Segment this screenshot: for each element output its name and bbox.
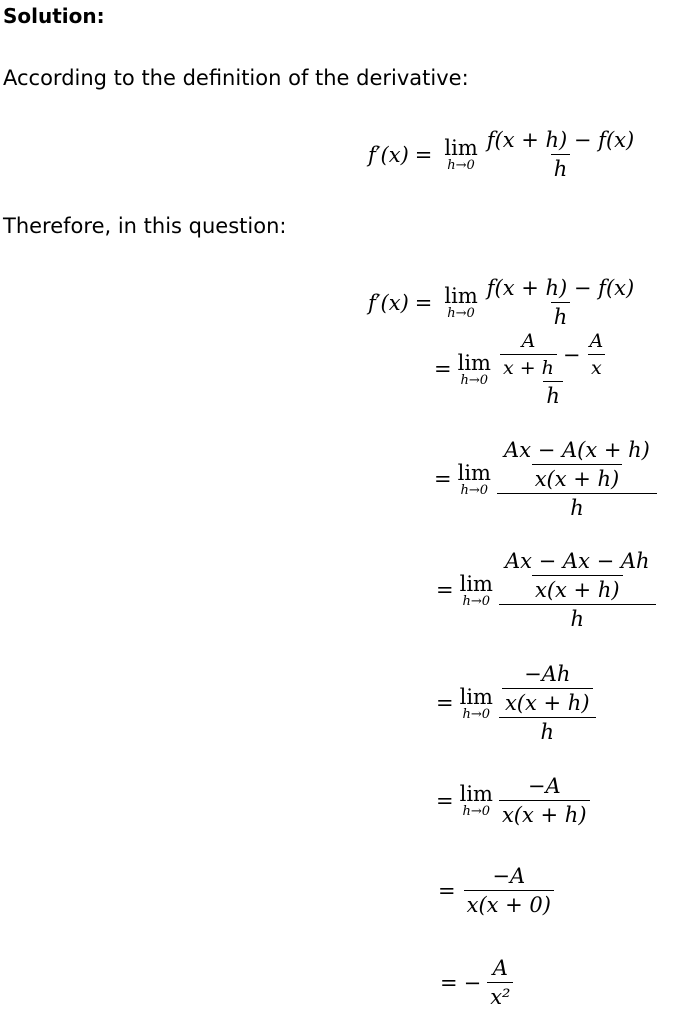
lim-word: lim <box>444 284 478 308</box>
inner-fraction <box>502 662 593 715</box>
outer-fraction <box>499 549 656 631</box>
limit-operator <box>460 782 493 819</box>
outer-fraction <box>499 662 596 744</box>
fraction-denominator: x² <box>487 982 513 1009</box>
step-2-equation <box>434 330 609 408</box>
lim-subscript: h→0 <box>460 482 489 498</box>
fraction-numerator: f(x + h) − f(x) <box>486 276 635 300</box>
inner-fraction <box>502 549 653 602</box>
solution-heading: Solution: <box>3 4 105 28</box>
equals-sign: = <box>436 691 454 715</box>
fraction-numerator: A <box>521 330 536 352</box>
fraction-numerator: Ax − Ax − Ah <box>504 549 650 573</box>
step-4-equation <box>436 549 656 631</box>
difference-quotient <box>484 276 637 329</box>
outer-denominator: h <box>499 717 596 744</box>
lhs-f-prime: f′(x) <box>368 142 409 167</box>
fraction-denominator: x(x + 0) <box>464 890 554 917</box>
lim-subscript: h→0 <box>462 593 491 609</box>
fraction-numerator: A <box>589 330 604 352</box>
fraction-a-over-x-plus-h <box>500 330 557 379</box>
lim-subscript: h→0 <box>447 306 475 321</box>
lim-word: lim <box>457 460 491 485</box>
fraction-denominator: h <box>551 154 571 181</box>
result-fraction <box>499 774 590 827</box>
fraction-numerator: Ax − A(x + h) <box>504 438 650 462</box>
fraction-denominator: x(x + h) <box>532 464 623 491</box>
limit-operator <box>458 461 491 498</box>
lim-word: lim <box>459 571 493 596</box>
equals-sign: = <box>440 970 458 995</box>
equals-sign: = <box>434 357 452 381</box>
fraction-numerator: −Ah <box>524 662 571 686</box>
definition-equation <box>368 128 637 181</box>
outer-numerator <box>497 330 609 381</box>
intro-text: According to the definition of the derivative: <box>3 66 469 90</box>
fraction-numerator: A <box>492 956 508 980</box>
substituted-fraction <box>464 864 554 917</box>
limit-operator <box>460 685 493 722</box>
difference-quotient <box>484 128 637 181</box>
equals-sign: = <box>414 290 433 315</box>
fraction-numerator: −A <box>527 774 561 798</box>
outer-denominator: h <box>497 493 657 520</box>
fraction-denominator: h <box>551 302 571 329</box>
outer-numerator <box>499 662 596 717</box>
lim-subscript: h→0 <box>462 706 491 722</box>
lim-subscript: h→0 <box>460 372 489 388</box>
minus-sign: − <box>562 342 581 367</box>
step-7-equation <box>438 864 554 917</box>
equals-sign: = <box>436 788 454 813</box>
equals-sign: = <box>414 142 433 167</box>
fraction-numerator: f(x + h) − f(x) <box>486 128 635 152</box>
fraction-a-over-x <box>587 330 607 379</box>
inner-fraction <box>501 438 653 491</box>
outer-numerator <box>499 549 656 604</box>
limit-operator <box>444 136 477 173</box>
limit-operator <box>460 572 493 609</box>
lim-subscript: h→0 <box>462 804 491 819</box>
equals-sign: = <box>434 467 452 491</box>
outer-numerator <box>498 438 656 493</box>
fraction-denominator: x(x + h) <box>499 800 590 827</box>
outer-fraction <box>497 330 609 408</box>
lhs-f-prime: f′(x) <box>368 290 409 315</box>
equals-sign: = <box>436 578 454 602</box>
equals-sign: = <box>438 878 456 903</box>
lim-word: lim <box>444 136 478 160</box>
fraction-denominator: x(x + h) <box>532 575 623 602</box>
minus-sign: − <box>463 970 482 995</box>
limit-operator <box>444 284 477 321</box>
final-result-equation <box>440 956 513 1009</box>
fraction-denominator: x <box>588 354 605 379</box>
fraction-denominator: x + h <box>500 354 557 379</box>
lim-word: lim <box>459 782 493 806</box>
step-6-equation <box>436 774 590 827</box>
outer-denominator: h <box>543 381 563 408</box>
fraction-denominator: x(x + h) <box>502 688 593 715</box>
final-fraction <box>487 956 513 1009</box>
limit-operator <box>458 351 491 388</box>
step-5-equation <box>436 662 596 744</box>
transition-text: Therefore, in this question: <box>3 214 287 238</box>
outer-fraction <box>497 438 657 520</box>
step-1-equation <box>368 276 637 329</box>
lim-subscript: h→0 <box>447 158 475 173</box>
lim-word: lim <box>457 350 491 375</box>
step-3-equation <box>434 438 657 520</box>
fraction-numerator: −A <box>492 864 526 888</box>
outer-denominator: h <box>499 604 656 631</box>
lim-word: lim <box>459 684 493 709</box>
